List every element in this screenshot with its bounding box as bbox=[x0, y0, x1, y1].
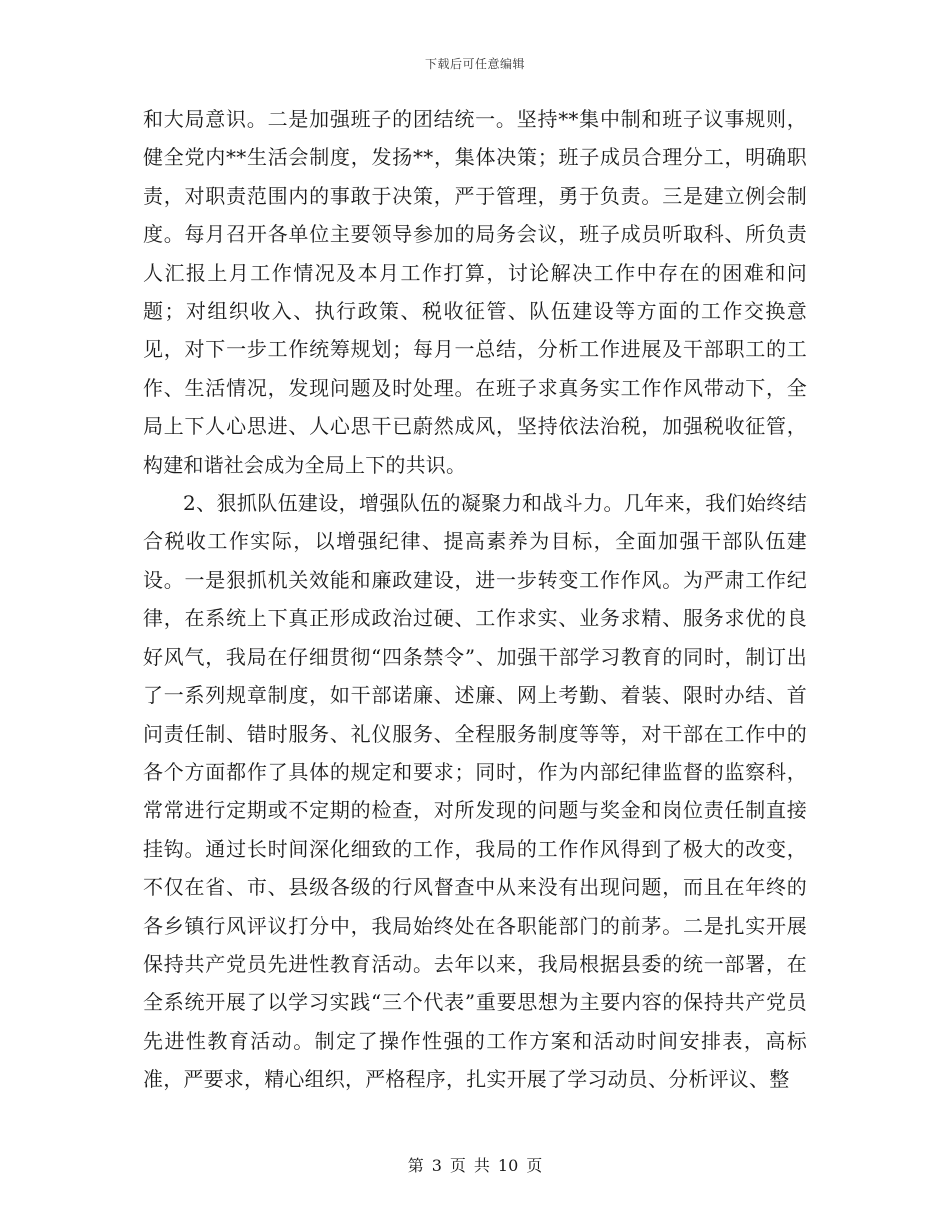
current-page-number: 3 bbox=[431, 1156, 442, 1175]
footer-page-word: 页 bbox=[449, 1156, 466, 1175]
document-body bbox=[143, 100, 807, 1099]
header-note: 下载后可任意编辑 bbox=[424, 57, 525, 71]
paragraph-2: 2、狠抓队伍建设，增强队伍的凝聚力和战斗力。几年来，我们始终结合税收工作实际，以增强纪律、提高素养为目标，全面加强干部队伍建设。一是狠抓机关效能和廉政建设，进一步转变工作作风。为严肃工作纪律，在系统上下真正形成政治过硬、工作求实、业务求精、服务求优的良好风气，我局在仔细贯彻“四条禁令”、加强干部学习教育的同时，制订出了一系列规章制度，如干部诺廉、述廉、网上考勤、着装、限时办结、首问责任制、错时服务、礼仪服务、全程服务制度等等，对干部在工作中的各个方面都作了具体的规定和要求；同时，作为内部纪律监督的监察科，常常进行定期或不定期的检查，对所发现的问题与奖金和岗位责任制直接挂钩。通过长时间深化细致的工作，我局的工作作风得到了极大的改变，不仅在省、市、县级各级的行风督查中从来没有出现问题，而且在年终的各乡镇行风评议打分中，我局始终处在各职能部门的前茅。二是扎实开展保持共产党员先进性教育活动。去年以来，我局根据县委的统一部署，在全系统开展了以学习实践“三个代表”重要思想为主要内容的保持共产党员先进性教育活动。制定了操作性强的工作方案和活动时间安排表，高标准，严要求，精心组织，严格程序，扎实开展了学习动员、分析评议、整 bbox=[143, 491, 807, 1092]
page-number-footer bbox=[0, 1153, 950, 1176]
footer-total-word: 共 bbox=[473, 1156, 490, 1175]
paragraph-1: 和大局意识。二是加强班子的团结统一。坚持**集中制和班子议事规则，健全党内**生活会制度，发扬**，集体决策；班子成员合理分工，明确职责，对职责范围内的事敢于决策，严于管理，勇于负责。三是建立例会制度。每月召开各单位主要领导参加的局务会议，班子成员听取科、所负责人汇报上月工作情况及本月工作打算，讨论解决工作中存在的困难和问题；对组织收入、执行政策、税收征管、队伍建设等方面的工作交换意见，对下一步工作统筹规划；每月一总结，分析工作进展及干部职工的工作、生活情况，发现问题及时处理。在班子求真务实工作作风带动下，全局上下人心思进、人心思干已蔚然成风，坚持依法治税，加强税收征管，构建和谐社会成为全局上下的共识。 bbox=[143, 107, 807, 477]
footer-prefix: 第 bbox=[407, 1156, 424, 1175]
page-header bbox=[0, 55, 950, 72]
total-page-count: 10 bbox=[497, 1156, 519, 1175]
footer-suffix: 页 bbox=[526, 1156, 543, 1175]
